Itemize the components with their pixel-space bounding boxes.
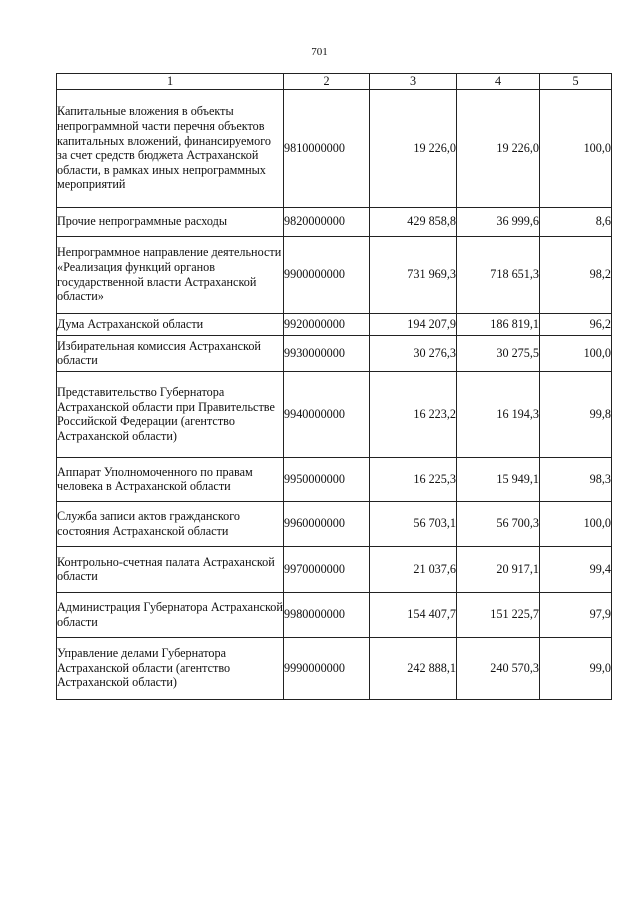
row-col3: 30 276,3 [370, 335, 457, 371]
row-col3: 242 888,1 [370, 637, 457, 699]
row-name: Служба записи актов гражданского состояния Астраханской области [57, 501, 284, 546]
row-col5: 100,0 [540, 501, 612, 546]
page-number: 701 [311, 46, 328, 58]
header-col-2: 2 [284, 74, 370, 90]
row-code: 9810000000 [284, 89, 370, 207]
row-col4: 16 194,3 [457, 371, 540, 457]
row-name: Управление делами Губернатора Астраханской области (агентство Астраханской области) [57, 637, 284, 699]
row-col4: 186 819,1 [457, 313, 540, 335]
row-code: 9960000000 [284, 501, 370, 546]
row-col5: 98,3 [540, 457, 612, 501]
row-code: 9900000000 [284, 236, 370, 313]
table-row [57, 313, 612, 335]
table-row [57, 637, 612, 699]
row-name: Дума Астраханской области [57, 313, 284, 335]
table-row [57, 457, 612, 501]
row-code: 9820000000 [284, 207, 370, 236]
table-row [57, 592, 612, 637]
row-name: Капитальные вложения в объекты непрограммной части перечня объектов капитальных вложений, финансируемого за счет средств бюджета Астраханской области, в рамках иных непрограммных мероприятий [57, 89, 284, 207]
row-col5: 100,0 [540, 89, 612, 207]
table-row [57, 207, 612, 236]
row-col5: 99,8 [540, 371, 612, 457]
row-name: Представительство Губернатора Астраханской области при Правительстве Российской Федерации (агентство Астраханской области) [57, 371, 284, 457]
row-col4: 30 275,5 [457, 335, 540, 371]
row-col3: 16 223,2 [370, 371, 457, 457]
row-code: 9950000000 [284, 457, 370, 501]
row-col5: 96,2 [540, 313, 612, 335]
row-col5: 100,0 [540, 335, 612, 371]
row-col4: 19 226,0 [457, 89, 540, 207]
row-col3: 56 703,1 [370, 501, 457, 546]
row-col5: 99,4 [540, 546, 612, 592]
table-row [57, 236, 612, 313]
table-row [57, 546, 612, 592]
row-code: 9980000000 [284, 592, 370, 637]
row-col3: 429 858,8 [370, 207, 457, 236]
row-name: Прочие непрограммные расходы [57, 207, 284, 236]
row-col5: 8,6 [540, 207, 612, 236]
row-code: 9940000000 [284, 371, 370, 457]
row-col4: 718 651,3 [457, 236, 540, 313]
row-col3: 154 407,7 [370, 592, 457, 637]
row-col5: 99,0 [540, 637, 612, 699]
header-col-1: 1 [57, 74, 284, 90]
budget-table [56, 73, 612, 700]
row-col4: 56 700,3 [457, 501, 540, 546]
row-col4: 151 225,7 [457, 592, 540, 637]
row-col3: 21 037,6 [370, 546, 457, 592]
row-name: Администрация Губернатора Астраханской области [57, 592, 284, 637]
row-name: Аппарат Уполномоченного по правам человека в Астраханской области [57, 457, 284, 501]
row-code: 9930000000 [284, 335, 370, 371]
row-col3: 731 969,3 [370, 236, 457, 313]
row-col4: 20 917,1 [457, 546, 540, 592]
row-col3: 19 226,0 [370, 89, 457, 207]
header-col-4: 4 [457, 74, 540, 90]
row-code: 9990000000 [284, 637, 370, 699]
table-row [57, 371, 612, 457]
row-col5: 98,2 [540, 236, 612, 313]
row-name: Избирательная комиссия Астраханской области [57, 335, 284, 371]
row-name: Непрограммное направление деятельности «Реализация функций органов государственной власти Астраханской области» [57, 236, 284, 313]
row-col5: 97,9 [540, 592, 612, 637]
row-col4: 240 570,3 [457, 637, 540, 699]
row-col4: 15 949,1 [457, 457, 540, 501]
table-row [57, 89, 612, 207]
row-code: 9920000000 [284, 313, 370, 335]
table-row [57, 501, 612, 546]
row-col4: 36 999,6 [457, 207, 540, 236]
table-row [57, 335, 612, 371]
header-col-3: 3 [370, 74, 457, 90]
row-name: Контрольно-счетная палата Астраханской области [57, 546, 284, 592]
row-col3: 194 207,9 [370, 313, 457, 335]
row-code: 9970000000 [284, 546, 370, 592]
header-col-5: 5 [540, 74, 612, 90]
row-col3: 16 225,3 [370, 457, 457, 501]
table-header-row [57, 74, 612, 90]
